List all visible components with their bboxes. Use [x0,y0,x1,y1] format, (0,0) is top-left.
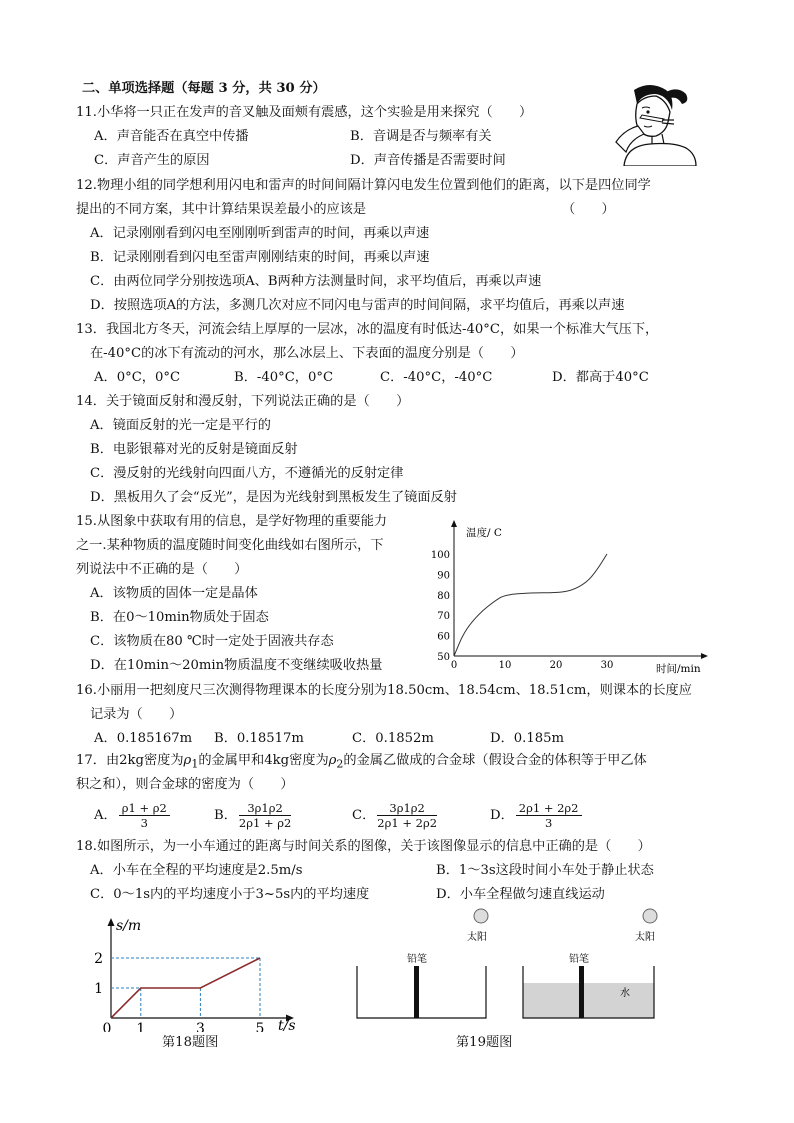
q14-option-b: B．电影银幕对光的反射是镜面反射 [90,442,298,457]
x-axis-label: t/s [278,1018,296,1032]
q14-option-d: D．黑板用久了会“反光”，是因为光线射到黑板发生了镜面反射 [90,490,457,505]
q18-option-c: C．0～1s内的平均速度小于3~5s内的平均速度 [90,887,370,902]
q12-option-c: C．由两位同学分别按选项A、B两种方法测量时间，求平均值后，再乘以声速 [90,274,542,289]
q17-c-fraction [377,801,437,830]
q17-stem-line1 [76,752,647,774]
q15-option-b: B．在0～10min物质处于固态 [90,610,269,625]
distance-time-chart [92,912,312,1032]
q17-b-fraction [239,801,291,830]
q13-stem-line1: 13．我国北方冬天，河流会结上厚厚的一层冰，冰的温度有时低达-40°C，如果一个标准大气压下， [76,322,659,337]
q12-answer-paren: （ ） [562,202,615,217]
x-tick-label-5: 5 [255,1021,265,1032]
q12-option-a: A．记录刚刚看到闪电至刚刚听到雷声的时间，再乘以声速 [90,226,430,241]
q11-option-a: A．声音能否在真空中传播 [94,129,249,144]
q17-option-a [94,799,172,833]
rho1-symbol: ρ [183,753,192,768]
q17-stem-post: 的金属乙做成的合金球（假设合金的体积等于甲乙体 [343,753,647,768]
q17-a-fraction [119,801,170,830]
q17-a-numerator: ρ1 + ρ2 [119,801,170,816]
y-tick-label-100: 100 [430,550,450,561]
x-tick-label-20: 20 [549,660,563,671]
empty-container [357,966,486,1018]
y-tick-label-90: 90 [437,570,450,582]
q13-stem-line2: 在-40°C的冰下有流动的河水，那么冰层上、下表面的温度分别是（ ） [90,346,524,361]
y-tick-label-80: 80 [437,590,450,602]
water-label: 水 [620,988,630,999]
sun-label-right: 太阳 [635,932,655,943]
q18-option-d: D．小车全程做匀速直线运动 [436,887,605,902]
y-tick-label-50: 50 [437,652,450,663]
q17-c-numerator: 3ρ1ρ2 [377,801,437,816]
x-tick-label-10: 10 [498,660,512,671]
y-axis-arrow [451,520,457,527]
q17-d-label: D． [490,808,514,823]
y-tick-label-60: 60 [437,631,450,643]
q18-option-a: A．小车在全程的平均速度是2.5m/s [90,863,303,878]
q13-option-b: B．-40°C，0°C [234,370,334,385]
x-axis-arrow [701,653,708,659]
x-tick-label-1: 1 [136,1021,146,1032]
q17-stem-line2: 积之和），则合金球的密度为（ ） [76,777,294,792]
q15-stem-line2: 之一.某种物质的温度随时间变化曲线如右图所示，下 [76,538,384,553]
section-title: 二、单项选择题（每题 3 分，共 30 分） [82,81,326,96]
rho2-subscript: 2 [336,757,344,771]
q15-option-d: D．在10min～20min物质温度不变继续吸收热量 [90,658,383,673]
q14-stem: 14．关于镜面反射和漫反射，下列说法正确的是（ ） [76,394,410,409]
q16-stem-line2: 记录为（ ） [90,707,183,722]
q17-option-c [352,799,439,833]
q13-option-c: C．-40°C，-40°C [380,370,493,385]
pencil-label-left: 铅笔 [407,954,427,965]
x-tick-label-0: 0 [450,660,458,671]
x-tick-label-0: 0 [102,1021,112,1032]
q18-option-b: B．1～3s这段时间小车处于静止状态 [436,863,654,878]
q17-d-numerator: 2ρ1 + 2ρ2 [516,801,582,816]
q13-option-a: A．0°C，0°C [94,370,181,385]
q17-stem-mid: 的金属甲和4kg密度为 [198,753,329,768]
q15-option-a: A．该物质的固体一定是晶体 [90,586,258,601]
q12-stem-line2: 提出的不同方案，其中计算结果误差最小的应该是 [76,202,367,217]
q11-option-c: C．声音产生的原因 [94,153,210,168]
y-tick-label-1: 1 [94,981,103,997]
q17-b-label: B． [214,808,237,823]
pencil-left [414,966,419,1018]
q17-a-label: A． [94,808,117,823]
q16-option-d: D．0.185m [490,731,565,746]
pencil-right [579,966,584,1018]
x-axis-label: 时间/min [656,663,701,675]
temperature-time-chart [426,518,716,678]
rho1-subscript: 1 [191,757,199,771]
q16-stem-line1: 16.小丽用一把刻度尺三次测得物理课本的长度分别为18.50cm、18.54cm、18.51cm，则课本的长度应 [76,683,692,698]
rho2-symbol: ρ [328,753,337,768]
q15-stem-line3: 列说法中不正确的是（ ） [76,562,248,577]
q17-c-label: C． [352,808,376,823]
q12-option-d: D．按照选项A的方法，多测几次对应不同闪电与雷声的时间间隔，求平均值后，再乘以声速 [90,298,625,313]
q14-option-c: C．漫反射的光线射向四面八方，不遵循光的反射定律 [90,466,404,481]
q17-a-denominator: 3 [140,816,148,830]
q17-c-denominator: 2ρ1 + 2ρ2 [377,816,438,830]
q17-option-d [490,799,584,833]
q17-d-fraction [516,801,582,830]
sun-icon-right [643,909,657,923]
y-axis-arrow [108,918,115,926]
x-tick-label-3: 3 [195,1021,205,1032]
q12-stem-line1: 12.物理小组的同学想利用闪电和雷声的时间间隔计算闪电发生位置到他们的距离，以下是四位同学 [76,178,651,193]
q18-stem: 18.如图所示，为一小车通过的距离与时间关系的图像，关于该图像显示的信息中正确的是（ ） [76,839,651,854]
q13-option-d: D．都高于40°C [552,370,649,385]
q12-option-b: B．记录刚刚看到闪电至雷声刚刚结束的时间，再乘以声速 [90,250,430,265]
pencil-shadow-figure [352,904,662,1026]
y-tick-label-70: 70 [437,611,450,623]
q11-option-d: D．声音传播是否需要时间 [350,153,506,168]
figure-18-caption: 第18题图 [162,1035,219,1050]
pencil-label-right: 铅笔 [569,954,589,965]
water [523,983,654,1018]
q11-option-b: B．音调是否与频率有关 [350,129,492,144]
y-tick-label-2: 2 [94,951,103,967]
q16-option-b: B．0.18517m [214,731,304,746]
sun-label-left: 太阳 [467,932,487,943]
q17-option-b [214,799,293,833]
y-axis-label: 温度/ C [466,527,502,539]
sun-icon-left [474,909,488,923]
temperature-curve [454,554,607,656]
q16-option-a: A．0.185167m [94,731,193,746]
q14-option-a: A．镜面反射的光一定是平行的 [90,418,271,433]
x-tick-label-30: 30 [600,660,614,671]
q17-b-numerator: 3ρ1ρ2 [239,801,291,816]
figure-19-caption: 第19题图 [456,1035,513,1050]
tuning-fork-girl-illustration [604,82,700,166]
q15-stem-line1: 15.从图象中获取有用的信息，是学好物理的重要能力 [76,514,388,529]
q17-d-denominator: 3 [544,816,553,830]
q11-stem: 11.小华将一只正在发声的音叉触及面颊有震感，这个实验是用来探究（ ） [76,105,533,120]
q16-option-c: C．0.1852m [352,731,434,746]
q17-stem-pre: 17．由2kg密度为 [76,753,184,768]
q15-option-c: C．该物质在80 ℃时一定处于固液共存态 [90,634,334,649]
y-axis-label: s/m [116,918,142,934]
q17-b-denominator: 2ρ1 + ρ2 [238,816,292,830]
